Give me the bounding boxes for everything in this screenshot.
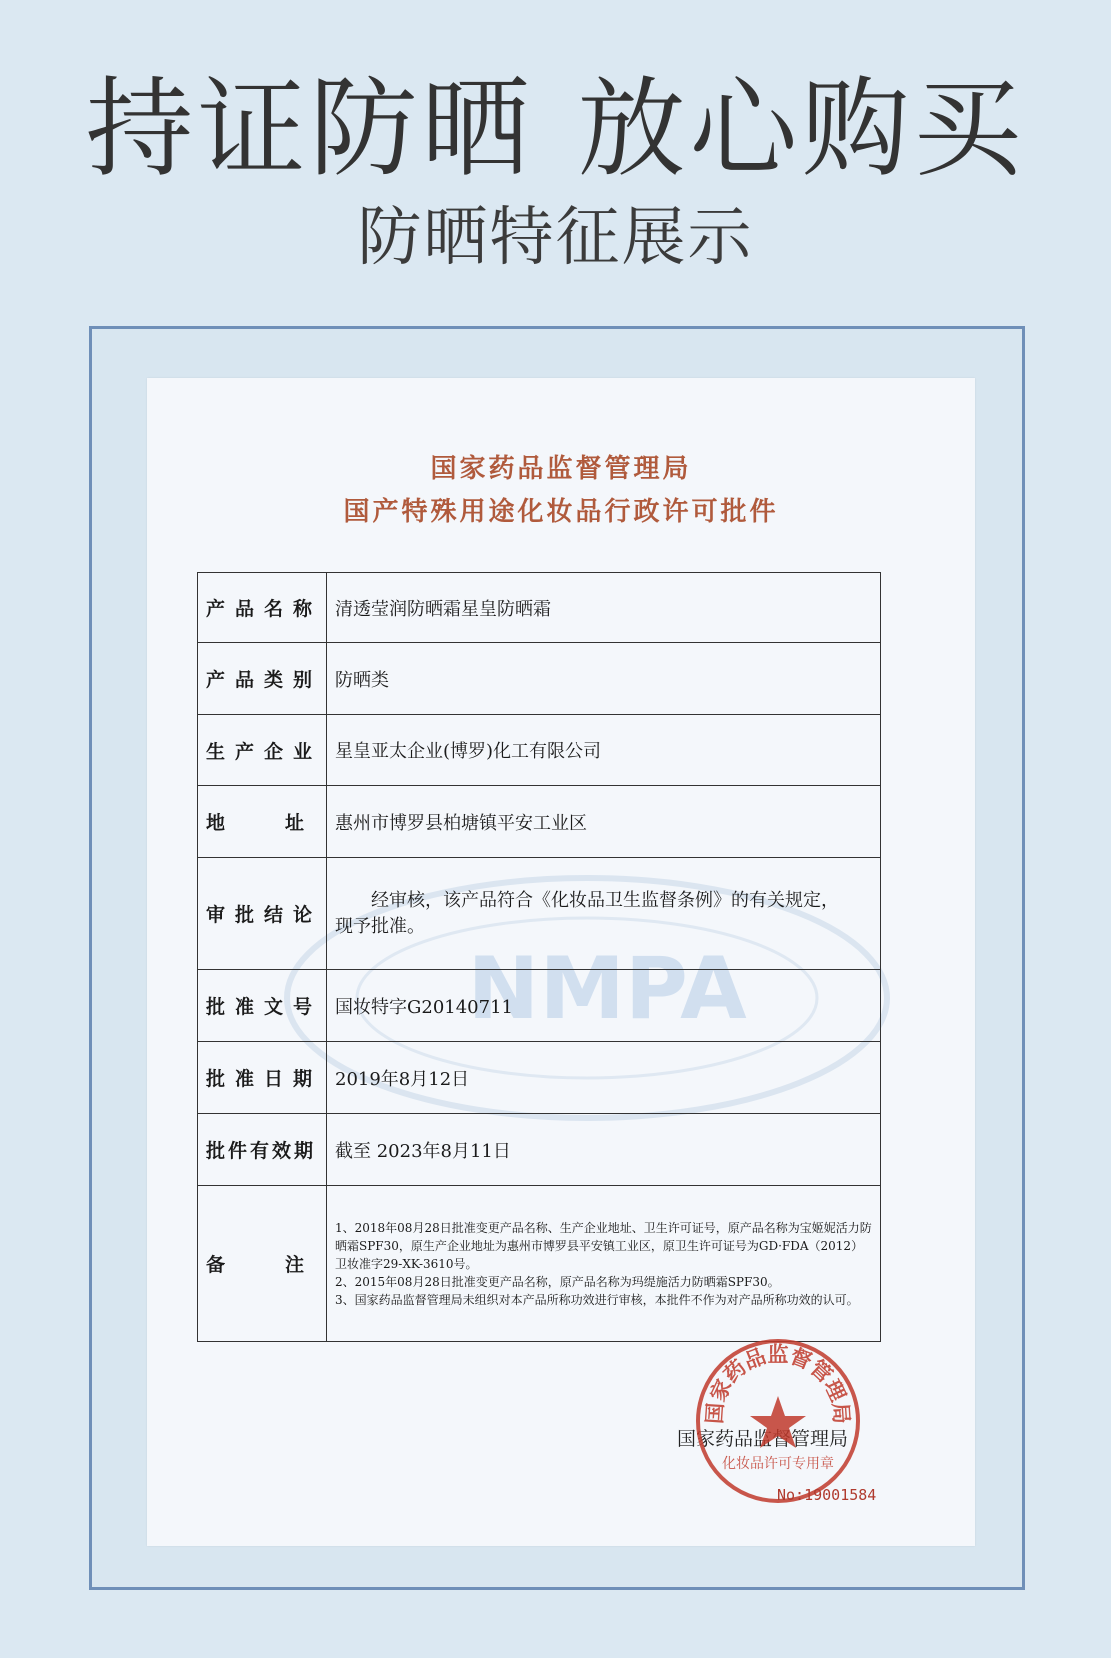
- row-label: [198, 786, 327, 858]
- row-value: 防晒类: [327, 643, 881, 715]
- table-row: [198, 786, 881, 858]
- table-row: [198, 1042, 881, 1114]
- remarks-label-right: 注: [284, 1254, 314, 1276]
- row-label: 生产企业: [198, 715, 327, 786]
- headline-part2: 放心购买: [577, 67, 1026, 192]
- row-value: 星皇亚太企业(博罗)化工有限公司: [327, 715, 881, 786]
- headline-part1: 持证防晒: [85, 67, 534, 192]
- row-label: [198, 1186, 327, 1342]
- remark-line: 1、2018年08月28日批准变更产品名称、生产企业地址、卫生许可证号，原产品名称为宝姬妮活力防晒霜SPF30，原生产企业地址为惠州市博罗县平安镇工业区，原卫生许可证号为GD·FDA（2012）卫妆准字29-XK-3610号。: [335, 1220, 872, 1271]
- address-label-left: 地: [206, 812, 236, 834]
- table-row: [198, 858, 881, 970]
- certificate-table: [197, 572, 881, 1342]
- certificate-paper: [147, 378, 975, 1546]
- seal-ring-text: 国家药品监督管理局: [701, 1341, 855, 1425]
- row-label: 审批结论: [198, 858, 327, 970]
- row-label: 产品名称: [198, 573, 327, 643]
- row-label: 批件有效期: [198, 1114, 327, 1186]
- table-row: [198, 715, 881, 786]
- row-label: 批准文号: [198, 970, 327, 1042]
- official-seal: [693, 1336, 863, 1506]
- table-row: [198, 573, 881, 643]
- seal-star-icon: [750, 1396, 806, 1448]
- row-value: 经审核，该产品符合《化妆品卫生监督条例》的有关规定，现予批准。: [327, 858, 881, 970]
- page-subtitle: 防晒特征展示: [357, 201, 754, 275]
- issuer-signature: 国家药品监督管理局: [677, 1428, 849, 1450]
- row-value: 惠州市博罗县柏塘镇平安工业区: [327, 786, 881, 858]
- page-headline: [0, 67, 1111, 192]
- row-label: 批准日期: [198, 1042, 327, 1114]
- remark-line: 3、国家药品监督管理局未组织对本产品所称功效进行审核，本批件不作为对产品所称功效的认可。: [335, 1292, 859, 1307]
- seal-inner-text: 化妆品许可专用章: [722, 1456, 834, 1472]
- row-value: 截至 2023年8月11日: [327, 1114, 881, 1186]
- doc-title-agency: 国家药品监督管理局: [430, 454, 692, 484]
- row-value: 2019年8月12日: [327, 1042, 881, 1114]
- table-row: [198, 1186, 881, 1342]
- row-value: 国妆特字G20140711: [327, 970, 881, 1042]
- table-row: [198, 643, 881, 715]
- table-row: [198, 970, 881, 1042]
- address-label-right: 址: [284, 812, 314, 834]
- row-label: 产品类别: [198, 643, 327, 715]
- table-row: [198, 1114, 881, 1186]
- seal-number: No:19001584: [777, 1486, 877, 1504]
- doc-title-permit: 国产特殊用途化妆品行政许可批件: [343, 497, 779, 527]
- row-value: 清透莹润防晒霜星皇防晒霜: [327, 573, 881, 643]
- remarks-label-left: 备: [206, 1254, 236, 1276]
- remarks-cell: [327, 1186, 881, 1342]
- watermark-label: NMPA: [467, 939, 747, 1039]
- remark-line: 2、2015年08月28日批准变更产品名称，原产品名称为玛缇施活力防晒霜SPF30。: [335, 1274, 780, 1289]
